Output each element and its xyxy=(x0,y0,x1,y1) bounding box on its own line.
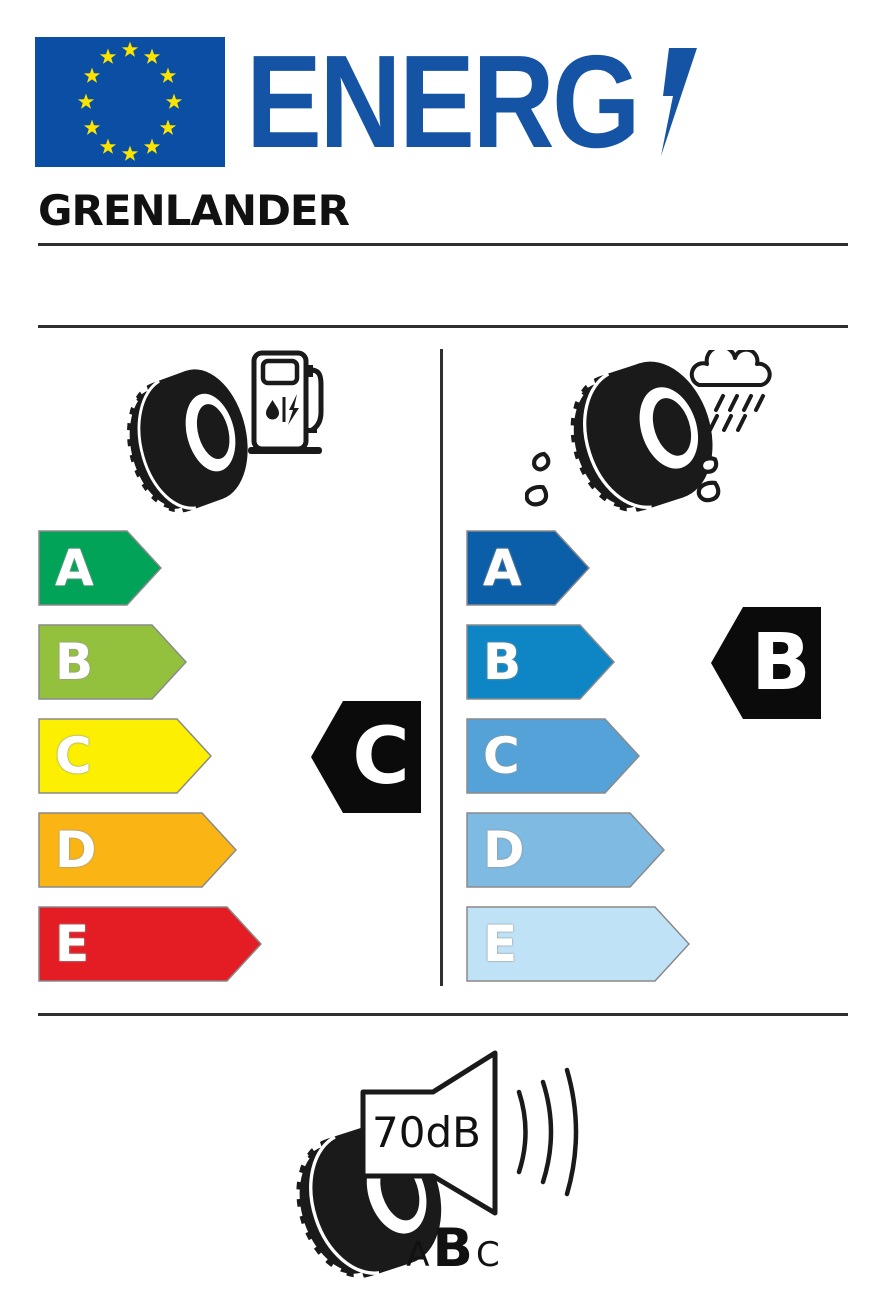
tire-icon-fuel xyxy=(115,356,265,524)
wet-class-c xyxy=(466,718,640,794)
fuel-pump-icon xyxy=(246,350,326,455)
wet-class-c-letter: C xyxy=(483,727,520,785)
rule-top xyxy=(38,243,848,246)
wet-class-d-letter: D xyxy=(483,821,525,879)
noise-level-value: 70dB xyxy=(372,1108,481,1157)
wet-class-d xyxy=(466,812,665,888)
eu-flag-icon xyxy=(35,37,225,167)
wet-class-b-letter: B xyxy=(483,633,522,691)
rule-upper xyxy=(38,325,848,328)
brand-name: GRENLANDER xyxy=(38,186,349,235)
wet-class-a-letter: A xyxy=(483,539,522,597)
noise-class-a: A xyxy=(406,1235,430,1275)
fuel-class-c xyxy=(38,718,212,794)
wet-rating-indicator xyxy=(710,606,822,720)
lightning-bolt-icon xyxy=(653,48,701,156)
sound-waves-icon xyxy=(505,1058,595,1203)
fuel-class-e xyxy=(38,906,262,982)
fuel-rating-value: C xyxy=(352,712,410,802)
wet-class-e-letter: E xyxy=(483,915,518,973)
fuel-class-d-letter: D xyxy=(55,821,97,879)
fuel-class-a-letter: A xyxy=(55,539,94,597)
fuel-class-a xyxy=(38,530,162,606)
rule-lower xyxy=(38,1013,848,1016)
fuel-rating-indicator xyxy=(310,700,422,814)
rain-drops xyxy=(710,396,763,430)
fuel-class-c-letter: C xyxy=(55,727,92,785)
noise-class-b-selected: B xyxy=(432,1218,473,1279)
noise-class-scale xyxy=(398,1218,508,1279)
fuel-class-b xyxy=(38,624,187,700)
fuel-class-e-letter: E xyxy=(55,915,90,973)
rain-cloud-icon xyxy=(683,350,779,445)
wet-class-a xyxy=(466,530,590,606)
fuel-class-b-letter: B xyxy=(55,633,94,691)
energ-text: ENERG xyxy=(246,28,638,162)
column-divider xyxy=(440,349,443,986)
wet-rating-value: B xyxy=(751,618,811,708)
wet-class-e xyxy=(466,906,690,982)
wet-class-b xyxy=(466,624,615,700)
energ-logo xyxy=(246,22,656,162)
noise-class-c: C xyxy=(475,1235,500,1275)
fuel-class-d xyxy=(38,812,237,888)
